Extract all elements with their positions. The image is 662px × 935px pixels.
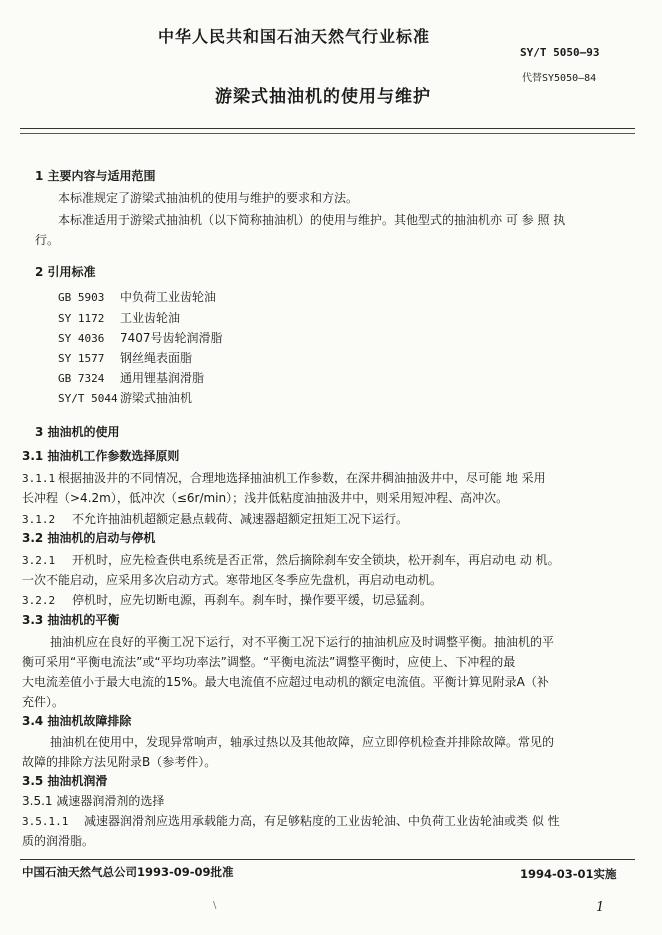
clause-text: 停机时，应先切断电源，再刹车。刹车时，操作要平缓，切忌猛刹。 <box>72 593 433 607</box>
section-2-heading: 2 引用标准 <box>35 265 96 279</box>
section-1-para-2: 本标准适用于游梁式抽油机（以下简称抽油机）的使用与维护。其他型式的抽油机亦 可 参 照 执 <box>58 213 566 227</box>
footer-rule <box>20 859 635 860</box>
section-3-3-para-line-1: 抽油机应在良好的平衡工况下运行，对不平衡工况下运行的抽油机应及时调整平衡。抽油机的平 <box>50 635 555 649</box>
reference-code: GB 7324 <box>58 372 105 385</box>
clause-3-2-1-cont: 一次不能启动，应采用多次启动方式。寒带地区冬季应先盘机，再启动电动机。 <box>22 573 443 587</box>
clause-3-5-1-1 <box>22 812 560 831</box>
issuing-org-title: 中华人民共和国石油天然气行业标准 <box>158 27 431 46</box>
clause-text: 开机时，应先检查供电系统是否正常，然后摘除刹车安全锁块，松开刹车，再启动电 动 机。 <box>72 553 560 567</box>
header-rule-bottom <box>20 133 635 134</box>
clause-3-2-2 <box>22 591 432 610</box>
approval-date: 中国石油天然气总公司1993-09-09批准 <box>22 865 234 879</box>
reference-name: 工业齿轮油 <box>120 311 181 325</box>
section-3-4-para-line-2: 故障的排除方法见附录B（参考件）。 <box>22 755 217 769</box>
clause-number: 3.1.2 <box>22 513 56 526</box>
standard-code: SY/T 5050—93 <box>520 46 600 59</box>
clause-3-1-2 <box>22 510 408 529</box>
document-title: 游梁式抽油机的使用与维护 <box>215 87 431 107</box>
scan-mark: \ <box>213 900 217 911</box>
reference-name: 中负荷工业齿轮油 <box>120 290 217 304</box>
reference-name: 游梁式抽油机 <box>120 391 193 405</box>
clause-text: 减速器润滑剂应选用承载能力高，有足够粘度的工业齿轮油、中负荷工业齿轮油或类 似 性 <box>84 814 560 828</box>
reference-name: 通用锂基润滑脂 <box>120 371 205 385</box>
page-number: 1 <box>596 900 605 915</box>
clause-3-1-1-cont: 长冲程（>4.2m），低冲次（≤6r/min）；浅井低粘度油抽汲井中，则采用短冲程、高冲次。 <box>22 491 509 505</box>
reference-item <box>58 369 204 388</box>
clause-3-1-1 <box>22 469 546 488</box>
clause-text: 不允许抽油机超额定悬点载荷、减速器超额定扭矩工况下运行。 <box>72 512 409 526</box>
clause-number: 3.1.1 <box>22 472 56 485</box>
section-3-heading: 3 抽油机的使用 <box>35 425 120 439</box>
section-3-4-para-line-1: 抽油机在使用中，发现异常响声，轴承过热以及其他故障，应立即停机检查并排除故障。常见的 <box>50 735 555 749</box>
effective-date: 1994-03-01实施 <box>520 867 617 881</box>
replaces-standard: 代替SY5050—84 <box>522 73 597 84</box>
reference-code: SY 4036 <box>58 332 105 345</box>
reference-item <box>58 349 192 368</box>
reference-code: SY 1172 <box>58 312 105 325</box>
reference-code: SY/T 5044 <box>58 392 118 405</box>
clause-number: 3.2.1 <box>22 554 56 567</box>
section-1-heading: 1 主要内容与适用范围 <box>35 169 156 183</box>
section-3-3-heading: 3.3 抽油机的平衡 <box>22 613 120 627</box>
section-1-para-2-cont: 行。 <box>35 233 60 247</box>
reference-item <box>58 389 192 408</box>
clause-3-5-1-1-cont: 质的润滑脂。 <box>22 834 95 848</box>
reference-code: GB 5903 <box>58 291 105 304</box>
reference-item <box>58 309 180 328</box>
reference-name: 7407号齿轮润滑脂 <box>120 331 223 345</box>
section-3-5-heading: 3.5 抽油机润滑 <box>22 774 108 788</box>
header-rule-top <box>20 128 635 129</box>
section-3-3-para-line-3: 大电流差值小于最大电流的15%。最大电流值不应超过电动机的额定电流值。平衡计算见附录A（补 <box>22 675 549 689</box>
section-3-4-heading: 3.4 抽油机故障排除 <box>22 714 132 728</box>
section-3-3-para-line-4: 充件）。 <box>22 695 65 709</box>
section-1-para-1: 本标准规定了游梁式抽油机的使用与维护的要求和方法。 <box>58 191 359 205</box>
reference-name: 钢丝绳表面脂 <box>120 351 193 365</box>
section-3-3-para-line-2: 衡可采用“平衡电流法”或“平均功率法”调整。“平衡电流法”调整平衡时，应使上、下冲程的最 <box>22 655 516 669</box>
reference-item <box>58 288 216 307</box>
clause-text: 根据抽汲井的不同情况，合理地选择抽油机工作参数，在深井稠油抽汲井中，尽可能 地 采用 <box>58 471 546 485</box>
section-3-5-1-heading: 3.5.1 减速器润滑剂的选择 <box>22 794 165 808</box>
clause-3-2-1 <box>22 551 560 570</box>
reference-code: SY 1577 <box>58 352 105 365</box>
section-3-1-heading: 3.1 抽油机工作参数选择原则 <box>22 449 180 463</box>
clause-number: 3.5.1.1 <box>22 815 69 828</box>
clause-number: 3.2.2 <box>22 594 56 607</box>
reference-item <box>58 329 223 348</box>
section-3-2-heading: 3.2 抽油机的启动与停机 <box>22 531 156 545</box>
